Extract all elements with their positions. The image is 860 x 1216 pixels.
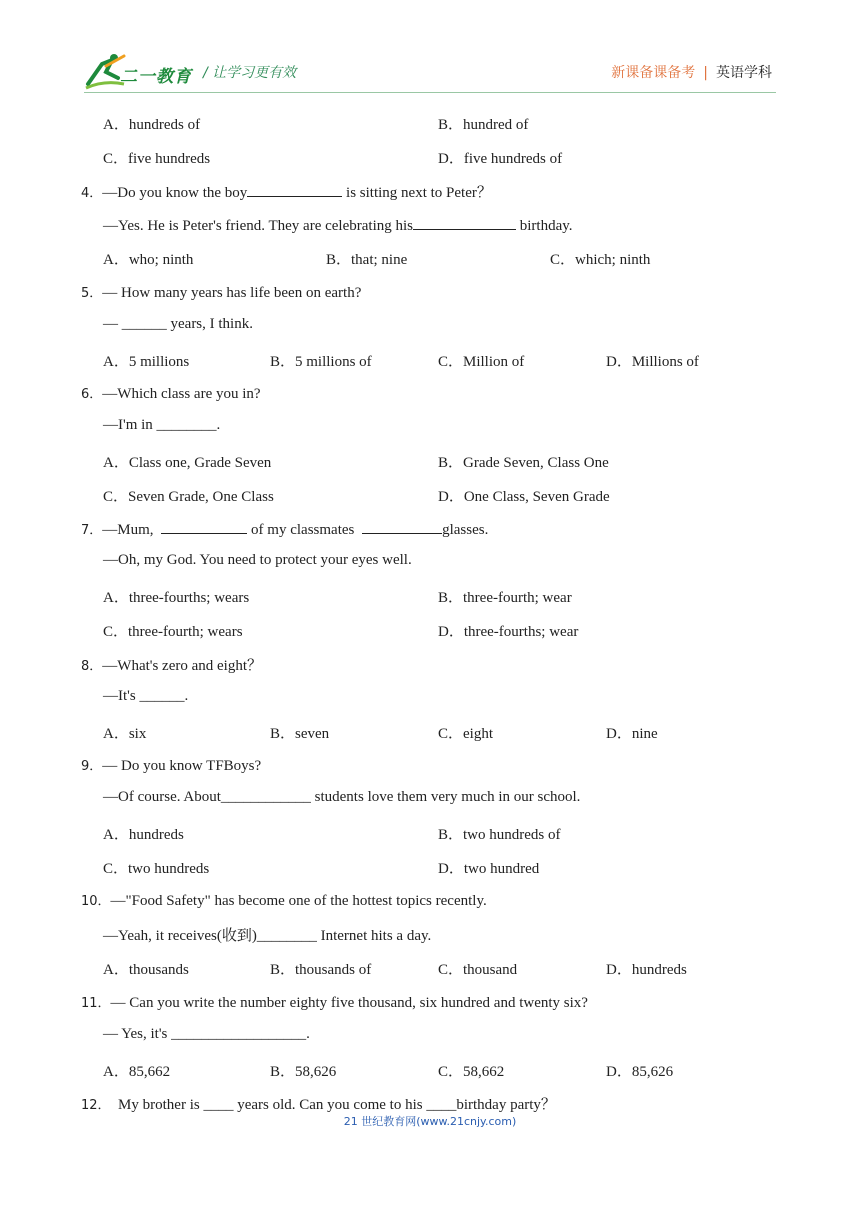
q7-stem — [81, 519, 488, 539]
q12-stem-text: My brother is ____ years old. Can you come to his ____birthday party？ — [110, 1097, 556, 1113]
q7-option-d: D．three-fourths; wear — [438, 624, 579, 640]
q7-stem-text-c: glasses. — [442, 522, 489, 538]
q6-option-a: A．Class one, Grade Seven — [103, 455, 272, 471]
q8-option-b: B．seven — [270, 726, 330, 742]
header-right — [611, 62, 772, 82]
q5-option-a: A．5 millions — [103, 354, 190, 370]
q4-stem — [81, 181, 492, 202]
q6-line2: —I'm in ________. — [103, 417, 221, 433]
subject-label: 英语学科 — [716, 65, 772, 81]
q10-option-a: A．thousands — [103, 962, 189, 978]
q11-stem-text: — Can you write the number eighty five thousand, six hundred and twenty six? — [110, 995, 588, 1011]
q9-option-a: A．hundreds — [103, 827, 184, 843]
q3-option-d: D．five hundreds of — [438, 151, 563, 167]
q8-option-a: A．six — [103, 726, 147, 742]
q10-option-b: B．thousands of — [270, 962, 372, 978]
q9-stem-text: — Do you know TFBoys? — [102, 758, 262, 774]
q9-option-c: C．two hundreds — [103, 861, 210, 877]
q5-stem-text: — How many years has life been on earth? — [102, 285, 362, 301]
q4-line2-text-b: birthday. — [516, 218, 573, 234]
q10-stem-text: —"Food Safety" has become one of the hottest topics recently. — [110, 893, 487, 909]
q4-line2-text-a: —Yes. He is Peter's friend. They are celebrating his — [103, 218, 413, 234]
q7-stem-text-b: of my classmates — [247, 522, 359, 538]
q5-line2: — ______ years, I think. — [103, 316, 253, 332]
header-divider — [84, 92, 776, 93]
q7-stem-text-a: —Mum, — [102, 522, 158, 538]
q5-option-b: B．5 millions of — [270, 354, 372, 370]
q6-stem — [81, 383, 261, 403]
q11-option-c: C．58,662 — [438, 1064, 505, 1080]
q11-option-b: B．58,626 — [270, 1064, 337, 1080]
q7-blank-2 — [362, 519, 442, 534]
q5-option-d: D．Millions of — [606, 354, 699, 370]
header-separator: | — [703, 65, 708, 81]
q4-option-b: B．that; nine — [326, 252, 408, 268]
q4-number: 4． — [81, 186, 103, 201]
q11-line2: — Yes, it's __________________. — [103, 1026, 310, 1042]
q7-option-a: A．three-fourths; wears — [103, 590, 250, 606]
q10-option-d: D．hundreds — [606, 962, 687, 978]
q4-option-c: C．which; ninth — [550, 252, 651, 268]
q8-option-c: C．eight — [438, 726, 493, 742]
q3-option-b: B．hundred of — [438, 117, 529, 133]
q5-option-c: C．Million of — [438, 354, 525, 370]
q7-line2: —Oh, my God. You need to protect your eyes well. — [103, 552, 412, 568]
q9-number: 9． — [81, 759, 103, 774]
q10-line2: —Yeah, it receives(收到)________ Internet hits a day. — [103, 928, 432, 944]
q4-blank-2 — [413, 215, 516, 230]
q6-option-d: D．One Class, Seven Grade — [438, 489, 610, 505]
q11-number: 11． — [81, 996, 111, 1011]
q4-line2 — [103, 215, 573, 235]
q11-stem — [81, 992, 588, 1012]
q8-stem — [81, 654, 262, 675]
course-label: 新课备课备考 — [611, 65, 696, 81]
q6-option-c: C．Seven Grade, One Class — [103, 489, 274, 505]
q3-option-a: A．hundreds of — [103, 117, 201, 133]
q9-line2: —Of course. About____________ students love them very much in our school. — [103, 789, 581, 805]
q5-stem — [81, 282, 361, 302]
q10-stem — [81, 890, 487, 910]
q11-option-d: D．85,626 — [606, 1064, 674, 1080]
page-footer: 21 世纪教育网(www.21cnjy.com) — [343, 1115, 517, 1128]
q7-number: 7． — [81, 523, 103, 538]
q6-option-b: B．Grade Seven, Class One — [438, 455, 609, 471]
q10-option-c: C．thousand — [438, 962, 518, 978]
q9-option-d: D．two hundred — [438, 861, 540, 877]
q8-stem-text: —What's zero and eight？ — [102, 658, 263, 674]
q8-number: 8． — [81, 659, 103, 674]
q6-stem-text: —Which class are you in? — [102, 386, 261, 402]
q7-option-c: C．three-fourth; wears — [103, 624, 243, 640]
q7-option-b: B．three-fourth; wear — [438, 590, 572, 606]
q3-option-c: C．five hundreds — [103, 151, 211, 167]
q11-option-a: A．85,662 — [103, 1064, 171, 1080]
page-header — [0, 0, 860, 100]
q7-blank-1 — [161, 519, 247, 534]
slogan: / 让学习更有效 — [203, 65, 297, 81]
q12-stem — [81, 1093, 556, 1114]
q4-option-a: A．who; ninth — [103, 252, 194, 268]
q6-number: 6． — [81, 387, 103, 402]
logo-text: 二一教育 — [120, 67, 192, 87]
q4-stem-text-b: is sitting next to Peter？ — [342, 185, 492, 201]
q8-option-d: D．nine — [606, 726, 658, 742]
q5-number: 5． — [81, 286, 103, 301]
q10-number: 10． — [81, 894, 111, 909]
q4-stem-text-a: —Do you know the boy — [102, 185, 248, 201]
q9-stem — [81, 755, 261, 775]
q12-number: 12． — [81, 1098, 111, 1113]
q9-option-b: B．two hundreds of — [438, 827, 561, 843]
q8-line2: —It's ______. — [103, 688, 189, 704]
q4-blank-1 — [247, 182, 342, 197]
